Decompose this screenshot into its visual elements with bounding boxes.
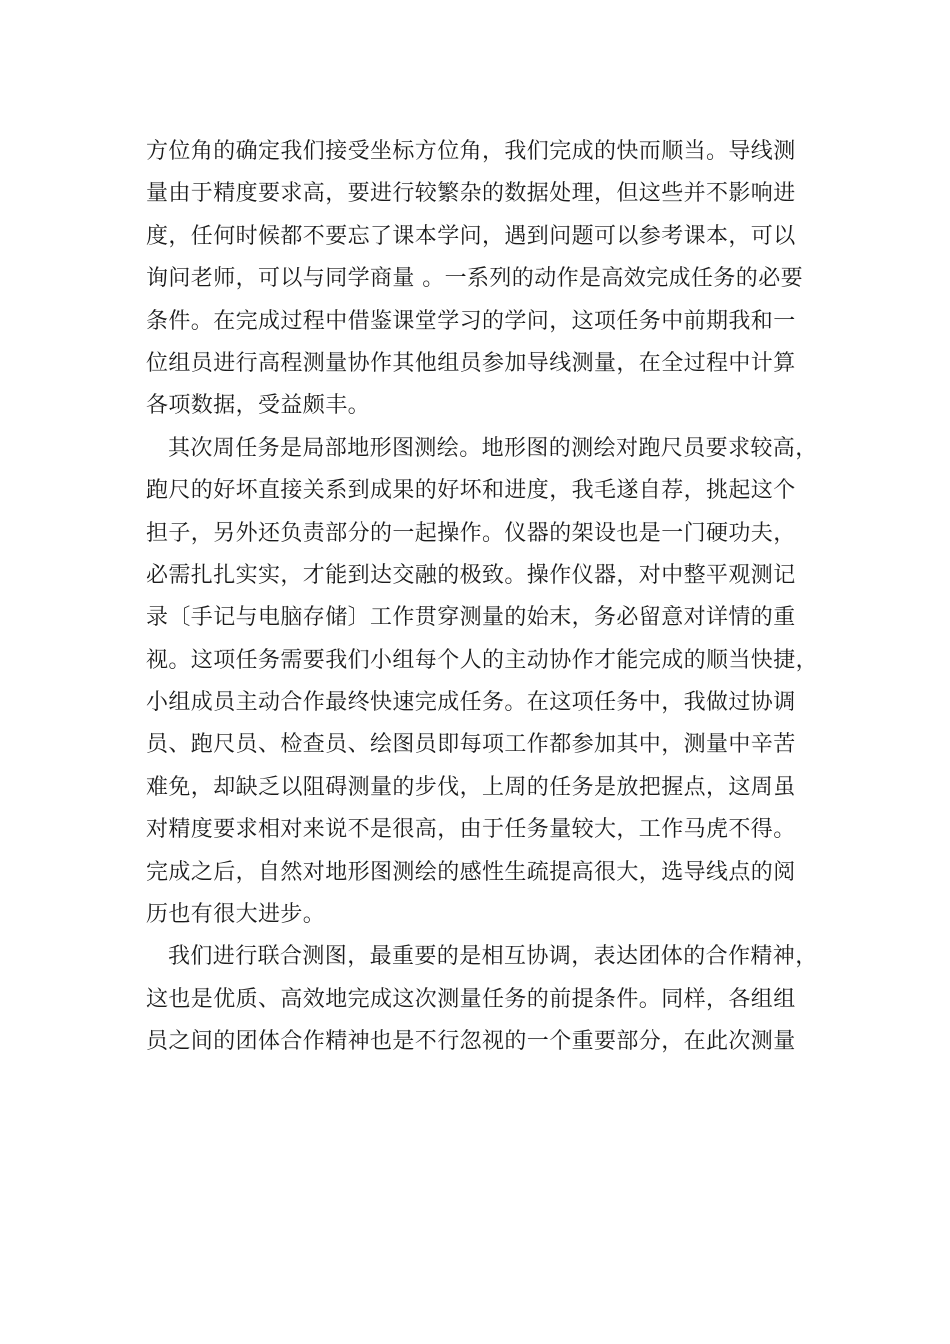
paragraph-line: 询问老师，可以与同学商量 。一系列的动作是高效完成任务的必要 [146, 266, 803, 292]
paragraph-line: 条件。在完成过程中借鉴课堂学习的学问，这项任务中前期我和一 [146, 308, 796, 334]
paragraph-line: 量由于精度要求高，要进行较繁杂的数据处理，但这些并不影响进 [146, 181, 796, 207]
paragraph-line: 员之间的团体合作精神也是不行忽视的一个重要部分，在此次测量 [146, 1029, 796, 1055]
paragraph-line: 位组员进行高程测量协作其他组员参加导线测量，在全过程中计算 [146, 350, 796, 376]
paragraph-line: 视。这项任务需要我们小组每个人的主动协作才能完成的顺当快捷， [146, 647, 819, 673]
paragraph-line: 录〔手记与电脑存储〕工作贯穿测量的始末，务必留意对详情的重 [146, 605, 796, 631]
paragraph-line: 我们进行联合测图，最重要的是相互协调，表达团体的合作精神， [168, 944, 818, 970]
paragraph-line: 担子，另外还负责部分的一起操作。仪器的架设也是一门硬功夫， [146, 520, 796, 546]
paragraph-line: 其次周任务是局部地形图测绘。地形图的测绘对跑尺员要求较高， [168, 435, 818, 461]
paragraph-line: 完成之后，自然对地形图测绘的感性生疏提高很大，选导线点的阅 [146, 859, 796, 885]
paragraph [146, 936, 826, 1063]
paragraph-line: 必需扎扎实实，才能到达交融的极致。操作仪器，对中整平观测记 [146, 562, 796, 588]
paragraph [146, 428, 826, 937]
paragraph-line: 度，任何时候都不要忘了课本学问，遇到问题可以参考课本，可以 [146, 223, 796, 249]
paragraph-line: 员、跑尺员、检查员、绘图员即每项工作都参加其中，测量中辛苦 [146, 732, 796, 758]
paragraph [146, 131, 826, 428]
paragraph-line: 这也是优质、高效地完成这次测量任务的前提条件。同样，各组组 [146, 986, 796, 1012]
paragraph-line: 历也有很大进步。 [146, 902, 326, 928]
paragraph-line: 跑尺的好坏直接关系到成果的好坏和进度，我毛遂自荐，挑起这个 [146, 478, 796, 504]
paragraph-line: 方位角的确定我们接受坐标方位角，我们完成的快而顺当。导线测 [146, 139, 796, 164]
document-body [146, 131, 826, 1064]
paragraph-line: 各项数据，受益颇丰。 [146, 393, 371, 419]
paragraph-line: 小组成员主动合作最终快速完成任务。在这项任务中，我做过协调 [146, 690, 796, 716]
paragraph-line: 对精度要求相对来说不是很高，由于任务量较大，工作马虎不得。 [146, 817, 796, 843]
paragraph-line: 难免，却缺乏以阻碍测量的步伐，上周的任务是放把握点，这周虽 [146, 774, 796, 800]
